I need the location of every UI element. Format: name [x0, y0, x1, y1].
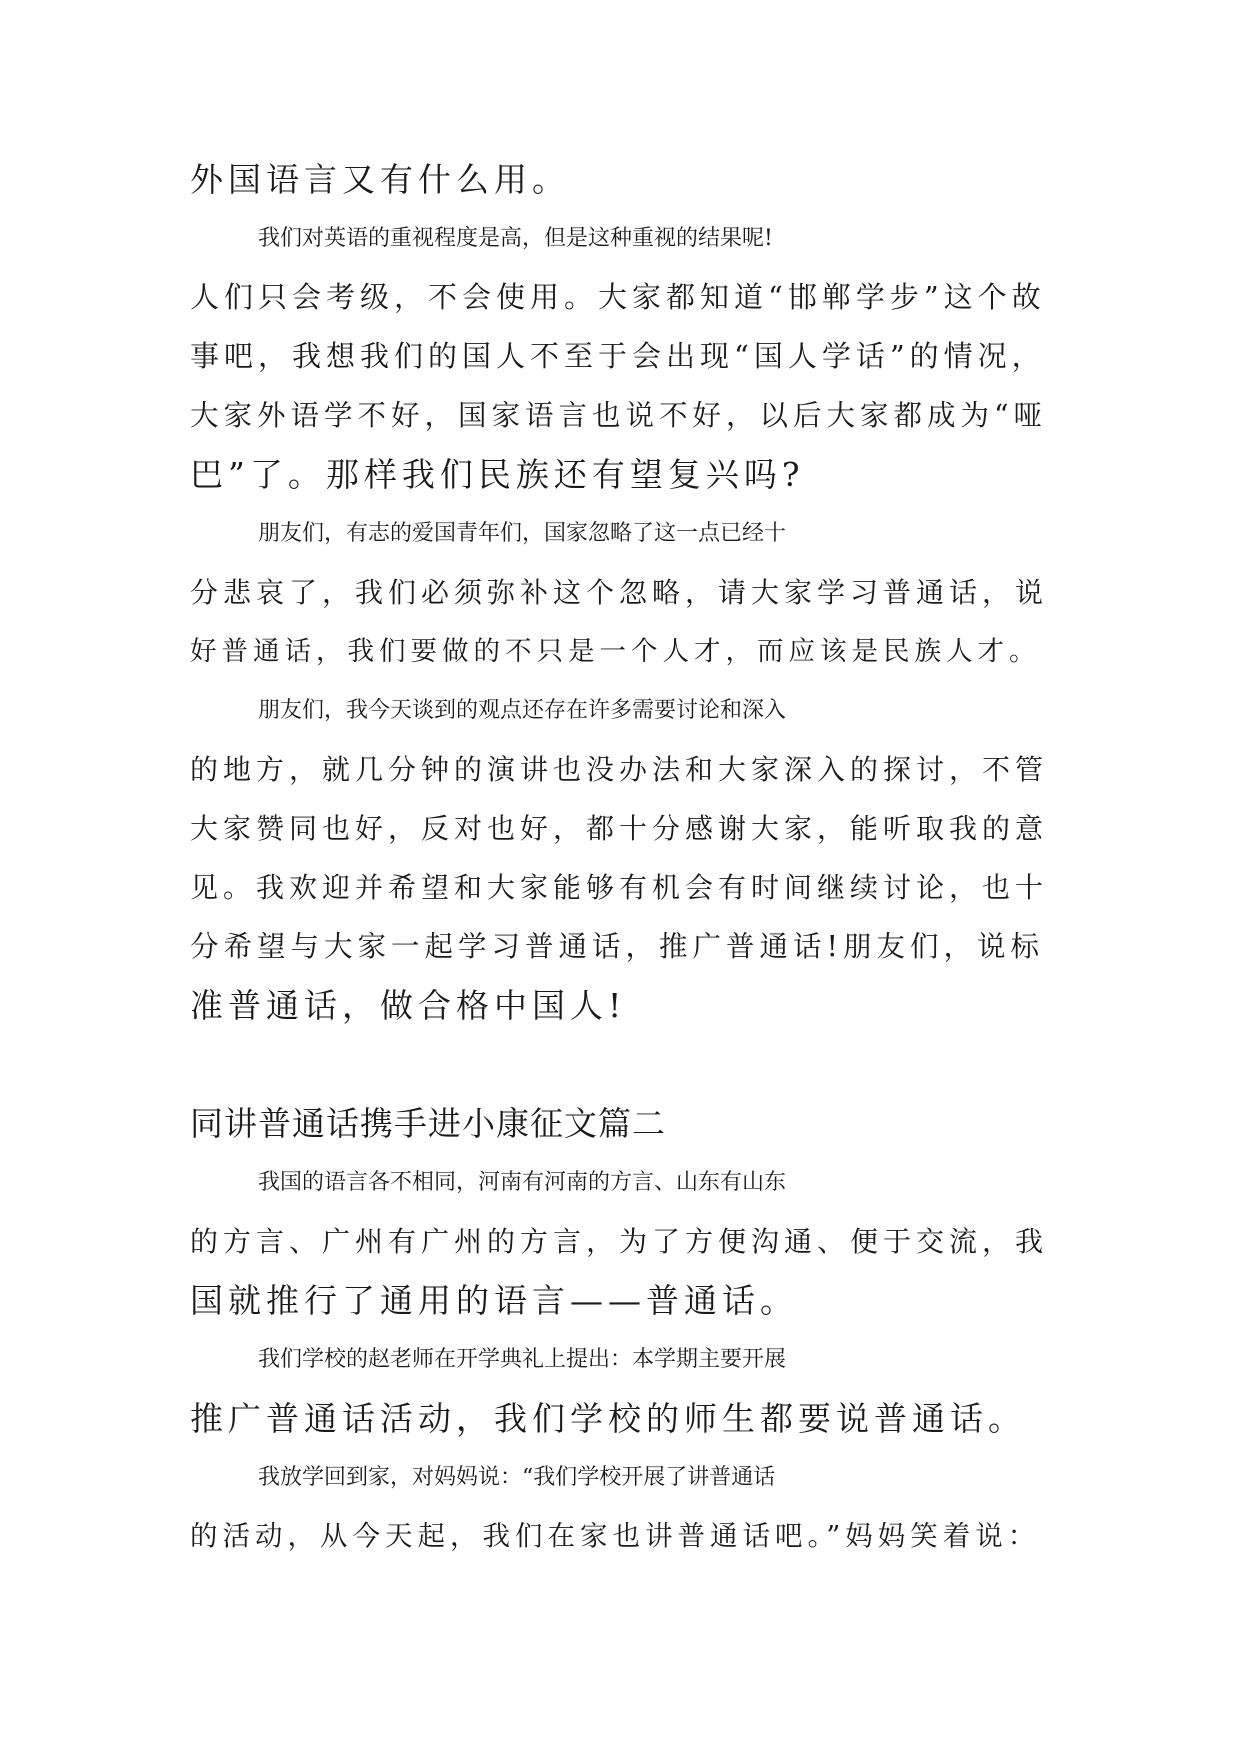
text-line: 的活动，从今天起，我们在家也讲普通话吧。”妈妈笑着说： — [190, 1520, 1041, 1552]
text-line: 大家赞同也好，反对也好，都十分感谢大家，能听取我的意 — [190, 812, 1049, 845]
text-line: 见。我欢迎并希望和大家能够有机会有时间继续讨论，也十 — [190, 871, 1049, 904]
text-line: 巴”了。那样我们民族还有望复兴吗? — [190, 455, 805, 494]
paragraph-start: 我放学回到家，对妈妈说：“我们学校开展了讲普通话 — [258, 1465, 776, 1490]
text-line: 推广普通话活动，我们学校的师生都要说普通话。 — [190, 1399, 1026, 1438]
text-line: 大家外语学不好，国家语言也说不好，以后大家都成为“哑 — [190, 399, 1048, 432]
text-line: 人们只会考级，不会使用。大家都知道“邯郸学步”这个故 — [190, 280, 1046, 314]
text-line: 事吧，我想我们的国人不至于会出现“国人学话”的情况， — [190, 339, 1046, 373]
text-line: 的方言、广州有广州的方言，为了方便沟通、便于交流，我 — [190, 1225, 1049, 1258]
paragraph-start: 我们对英语的重视程度是高，但是这种重视的结果呢! — [258, 226, 773, 251]
paragraph-start: 朋友们，我今天谈到的观点还存在许多需要讨论和深入 — [258, 698, 787, 723]
paragraph-start: 朋友们，有志的爱国青年们，国家忽略了这一点已经十 — [258, 521, 787, 546]
document-page — [190, 150, 1050, 1566]
text-line: 外国语言又有什么用。 — [190, 160, 570, 199]
paragraph-start: 我国的语言各不相同，河南有河南的方言、山东有山东 — [258, 1170, 787, 1195]
text-line: 好普通话，我们要做的不只是一个人才，而应该是民族人才。 — [190, 636, 1041, 667]
text-line: 分悲哀了，我们必须弥补这个忽略，请大家学习普通话，说 — [190, 576, 1049, 609]
section-heading: 同讲普通话携手进小康征文篇二 — [190, 1104, 666, 1143]
paragraph-start: 我们学校的赵老师在开学典礼上提出：本学期主要开展 — [258, 1347, 787, 1372]
text-line: 国就推行了通用的语言——普通话。 — [190, 1281, 798, 1320]
text-line: 准普通话，做合格中国人! — [190, 986, 627, 1025]
text-line: 分希望与大家一起学习普通话，推广普通话!朋友们，说标 — [190, 930, 1044, 963]
text-line: 的地方，就几分钟的演讲也没办法和大家深入的探讨，不管 — [190, 753, 1049, 786]
